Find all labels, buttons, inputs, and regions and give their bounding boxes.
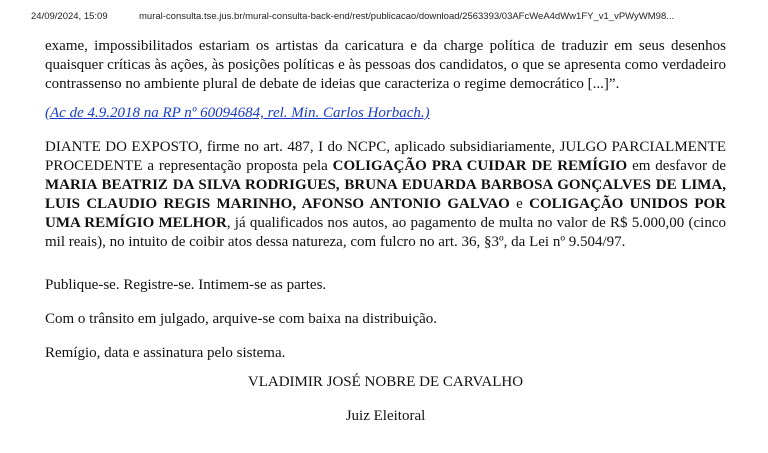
citation-paragraph: [45, 104, 726, 123]
quote-tail-paragraph: exame, impossibilitados estariam os artistas da caricatura e da charge política de traduzir em seus desenhos quaisquer críticas às ações, às posições políticas e às pessoas dos candidatos, o que se apresenta como verdadeiro contrassenso no ambiente plural de debate de ideias que caracteriza o regime democrático [...]”.: [45, 38, 726, 92]
print-url: mural-consulta.tse.jus.br/mural-consulta-back-end/rest/publicacao/download/2563393/03AFcWeA4dWw1FY_v1_vPWyWM98...: [139, 11, 675, 22]
defendant-coalition: COLIGAÇÃO UNIDOS POR UMA REMÍGIO MELHOR: [45, 196, 726, 231]
print-datetime: 24/09/2024, 15:09: [31, 11, 108, 22]
transit-paragraph: Com o trânsito em julgado, arquive-se com baixa na distribuição.: [45, 311, 437, 327]
signer-role: Juiz Eleitoral: [345, 408, 426, 424]
citation-link[interactable]: (Ac de 4.9.2018 na RP nº 60094684, rel. Min. Carlos Horbach.): [45, 105, 430, 121]
decision-text-2: em desfavor de: [627, 158, 726, 174]
decision-text-1: DIANTE DO EXPOSTO, firme no art. 487, I do NCPC, aplicado subsidiariamente, JULGO PARCIALMENTE PROCEDENTE a representação proposta pela: [45, 139, 726, 174]
place-date-paragraph: Remígio, data e assinatura pelo sistema.: [45, 345, 286, 361]
defendants-names: MARIA BEATRIZ DA SILVA RODRIGUES, BRUNA EDUARDA BARBOSA GONÇALVES DE LIMA, LUIS CLAUDIO REGIS MARINHO, AFONSO ANTONIO GALVAO: [45, 177, 726, 212]
publish-paragraph: Publique-se. Registre-se. Intimem-se as partes.: [45, 277, 327, 293]
signer-name: VLADIMIR JOSÉ NOBRE DE CARVALHO: [247, 374, 524, 390]
plaintiff-name: COLIGAÇÃO PRA CUIDAR DE REMÍGIO: [332, 158, 628, 174]
decision-text-4: , já qualificados nos autos, ao pagamento de multa no valor de R$ 5.000,00 (cinco mil reais), no intuito de coibir atos dessa natureza, com fulcro no art. 36, §3º, da Lei nº 9.504/97.: [45, 215, 726, 250]
decision-paragraph: [45, 138, 726, 252]
decision-text-3: e: [509, 196, 530, 212]
